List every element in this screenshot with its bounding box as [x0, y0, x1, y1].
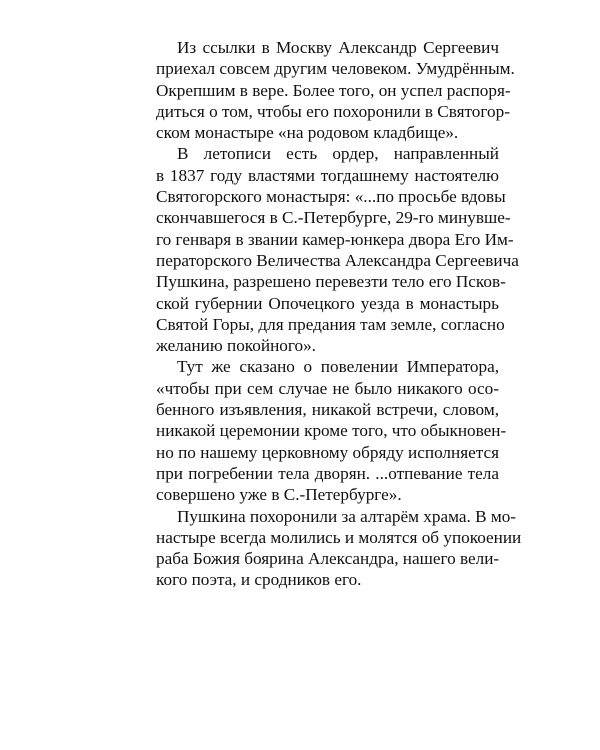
text-line: диться о том, чтобы его похоронили в Святогор- — [156, 101, 510, 121]
text-line: желанию покойного». — [156, 336, 316, 356]
text-line: никакой церемонии кроме того, что обыкновен- — [156, 421, 507, 441]
text-line: приехал совсем другим человеком. Умудрённым. — [156, 59, 515, 79]
text-line: скончавшегося в С.-Петербурге, 29-го минувше- — [156, 208, 511, 228]
text-line: Святой Горы, для предания там земле, согласно — [156, 314, 505, 334]
text-line: бенного изъявления, никакой встречи, словом, — [156, 400, 499, 420]
text-line: Тут же сказано о повелении Императора, — [177, 357, 499, 377]
text-line: настыре всегда молились и молятся об упокоении — [156, 527, 522, 547]
text-line: Святогорского монастыря: «...по просьбе вдовы — [156, 187, 506, 207]
text-line: В летописи есть ордер, направленный — [177, 144, 499, 164]
text-line: Окрепшим в вере. Более того, он успел распоря- — [156, 80, 511, 100]
paragraph-3 — [135, 356, 507, 505]
text-line: при погребении тела дворян. ...отпевание тела — [156, 463, 499, 483]
text-line: раба Божия боярина Александра, нашего вели- — [156, 549, 500, 569]
paragraph-4 — [135, 506, 522, 591]
text-line: но по нашему церковному обряду исполняется — [156, 442, 499, 462]
text-line: Пушкина похоронили за алтарём храма. В мо- — [177, 506, 517, 526]
paragraph-1 — [135, 37, 515, 143]
book-page — [135, 37, 522, 591]
text-line: ператорского Величества Александра Сергеевича — [156, 250, 519, 270]
text-line: кого поэта, и сродников его. — [156, 570, 362, 590]
paragraph-2 — [135, 143, 519, 356]
text-line: ской губернии Опочецкого уезда в монастырь — [156, 293, 499, 313]
text-line: Пушкина, разрешено перевезти тело его Псков- — [156, 272, 506, 292]
text-line: Из ссылки в Москву Александр Сергеевич — [177, 38, 499, 57]
text-line: в 1837 году властями тогдашнему настоятелю — [156, 165, 499, 185]
text-line: совершено уже в С.-Петербурге». — [156, 485, 402, 505]
text-line: го генваря в звании камер-юнкера двора Его Им- — [156, 229, 514, 249]
text-line: ском монастыре «на родовом кладбище». — [156, 123, 459, 143]
text-line: «чтобы при сем случае не было никакого осо- — [156, 378, 499, 398]
